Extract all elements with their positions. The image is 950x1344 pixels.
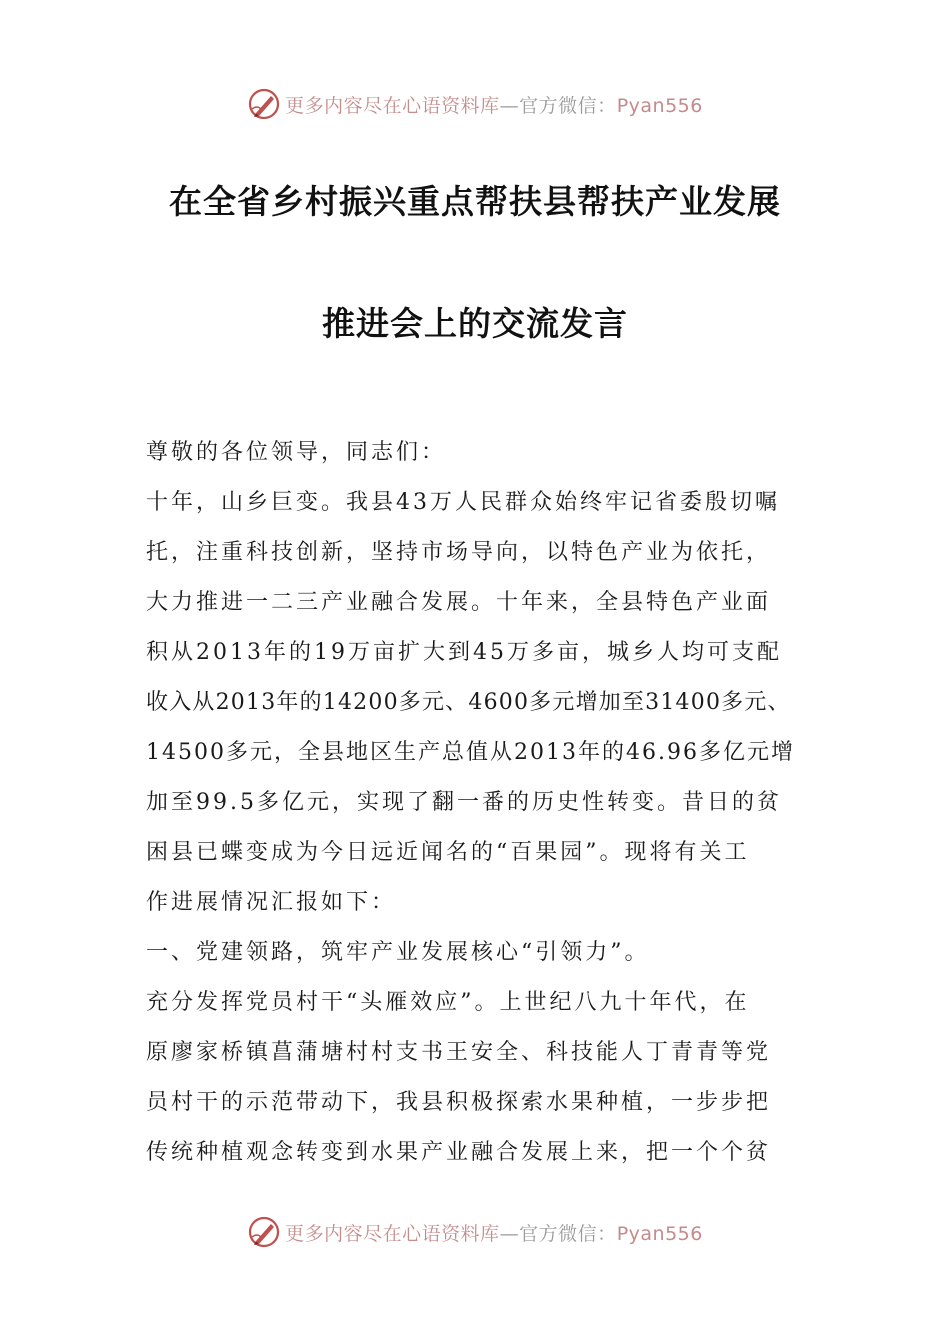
section-heading: 一、党建领路，筑牢产业发展核心“引领力”。 <box>146 940 650 965</box>
document-title-line1: 在全省乡村振兴重点帮扶县帮扶产业发展 <box>169 182 781 221</box>
body-line: 十年，山乡巨变。我县43万人民群众始终牢记省委殷切嘱 <box>146 490 780 515</box>
document-body <box>146 428 816 1178</box>
body-line: 大力推进一二三产业融合发展。十年来，全县特色产业面 <box>146 590 772 615</box>
body-line: 困县已蝶变成为今日远近闻名的“百果园”。现将有关工 <box>146 840 750 865</box>
header-banner-dash: — <box>499 94 520 117</box>
body-line: 14500多元，全县地区生产总值从2013年的46.96多亿元增 <box>146 740 795 765</box>
footer-banner-text <box>285 1219 703 1246</box>
body-line: 收入从2013年的14200多元、4600多元增加至31400多元、 <box>146 690 791 715</box>
footer-banner-main: 更多内容尽在心语资料库 <box>285 1222 500 1245</box>
footer-banner-wechat: 官方微信： <box>519 1222 617 1245</box>
pen-logo-icon <box>247 87 281 121</box>
body-line: 加至99.5多亿元，实现了翻一番的历史性转变。昔日的贫 <box>146 790 782 815</box>
footer-banner-dash: — <box>499 1222 520 1245</box>
footer-banner <box>0 1212 950 1252</box>
pen-logo-icon <box>247 1215 281 1249</box>
body-line: 传统种植观念转变到水果产业融合发展上来，把一个个贫 <box>146 1140 772 1165</box>
header-banner-main: 更多内容尽在心语资料库 <box>285 94 500 117</box>
body-line: 原廖家桥镇菖蒲塘村村支书王安全、科技能人丁青青等党 <box>146 1040 772 1065</box>
body-line: 积从2013年的19万亩扩大到45万多亩，城乡人均可支配 <box>146 640 782 665</box>
footer-banner-id: Pyan556 <box>616 1222 703 1245</box>
header-banner <box>0 84 950 124</box>
header-banner-text <box>285 91 703 118</box>
document-title-line2: 推进会上的交流发言 <box>322 304 628 343</box>
body-line: 尊敬的各位领导，同志们： <box>146 440 447 465</box>
header-banner-id: Pyan556 <box>616 94 703 117</box>
body-line: 托，注重科技创新，坚持市场导向，以特色产业为依托， <box>146 540 772 565</box>
header-banner-wechat: 官方微信： <box>519 94 617 117</box>
body-line: 员村干的示范带动下，我县积极探索水果种植，一步步把 <box>146 1090 772 1115</box>
body-line: 作进展情况汇报如下： <box>146 890 397 915</box>
body-line: 充分发挥党员村干“头雁效应”。上世纪八九十年代，在 <box>146 990 750 1015</box>
